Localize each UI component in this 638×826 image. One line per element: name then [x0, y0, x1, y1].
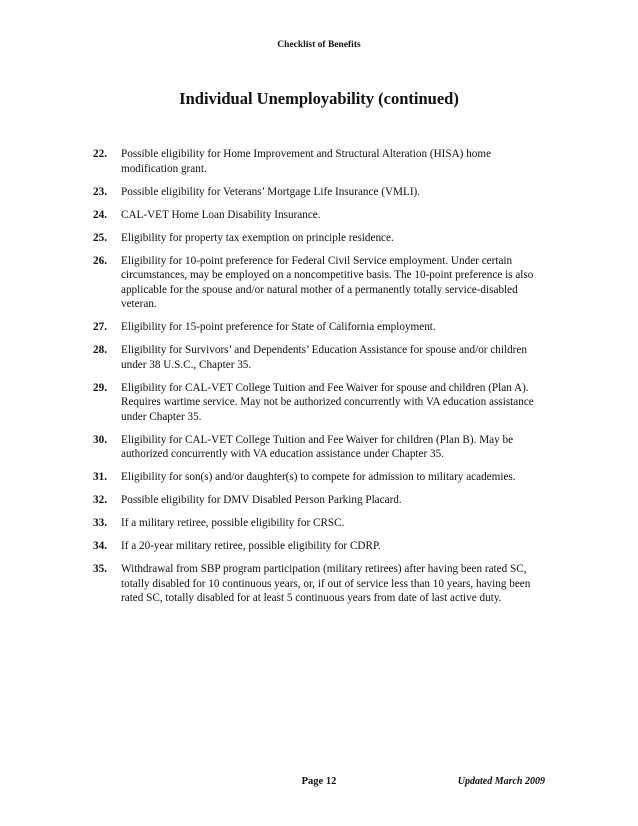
list-item	[93, 185, 545, 200]
item-number: 32.	[93, 494, 107, 506]
item-number: 22.	[93, 148, 107, 160]
item-text: Eligibility for 10-point preference for Federal Civil Service employment. Under certain circumstances, may be employed on a noncompetitive basis. The 10-point preference is also applicable for the spouse and/or natural mother of a permanently totally service-disabled veteran.	[121, 254, 534, 310]
item-number: 24.	[93, 208, 107, 221]
list-item	[93, 433, 545, 462]
item-number: 26.	[93, 254, 107, 267]
item-number: 23.	[93, 185, 107, 198]
item-text: Withdrawal from SBP program participation (military retirees) after having been rated SC, totally disabled for 10 continuous years, or, if out of service less than 10 years, having been rated SC, totally disabled for at least 5 continuous years from date of last active duty.	[121, 563, 531, 604]
list-item	[93, 493, 545, 508]
item-text: CAL-VET Home Loan Disability Insurance.	[121, 208, 321, 221]
list-item	[93, 320, 545, 335]
item-number: 30.	[93, 433, 107, 446]
list-item	[93, 381, 545, 425]
list-item	[93, 562, 545, 606]
running-header: Checklist of Benefits	[277, 40, 361, 50]
list-item	[93, 254, 545, 312]
page-title: Individual Unemployability (continued)	[179, 89, 459, 108]
list-item	[93, 208, 545, 223]
item-text: Eligibility for 15-point preference for State of California employment.	[121, 321, 436, 333]
list-item	[93, 343, 545, 372]
item-number: 35.	[93, 563, 107, 575]
item-text: Eligibility for Survivors’ and Dependents’ Education Assistance for spouse and/or children under 38 U.S.C., Chapter 35.	[121, 344, 527, 371]
benefit-list	[93, 147, 545, 614]
list-item	[93, 470, 545, 485]
item-text: Eligibility for CAL-VET College Tuition and Fee Waiver for children (Plan B). May be authorized concurrently with VA education assistance under Chapter 35.	[121, 433, 514, 460]
list-item	[93, 516, 545, 531]
item-number: 25.	[93, 231, 107, 244]
item-text: If a 20-year military retiree, possible eligibility for CDRP.	[121, 540, 381, 552]
item-text: Eligibility for property tax exemption on principle residence.	[121, 231, 394, 244]
item-text: Possible eligibility for Home Improvement and Structural Alteration (HISA) home modification grant.	[121, 148, 492, 175]
item-number: 33.	[93, 517, 107, 529]
page-number: Page 12	[301, 776, 337, 787]
list-item	[93, 539, 545, 554]
list-item	[93, 231, 545, 246]
item-text: Eligibility for CAL-VET College Tuition and Fee Waiver for spouse and children (Plan A). Requires wartime service. May not be authorized concurrently with VA education assistance under Chapter 35.	[121, 381, 534, 423]
list-item	[93, 147, 545, 176]
updated-date: Updated March 2009	[457, 776, 545, 787]
item-text: Eligibility for son(s) and/or daughter(s) to compete for admission to military academies.	[121, 471, 516, 483]
item-text: If a military retiree, possible eligibility for CRSC.	[121, 517, 345, 529]
item-text: Possible eligibility for Veterans’ Mortgage Life Insurance (VMLI).	[121, 185, 421, 198]
item-number: 31.	[93, 471, 107, 483]
item-number: 27.	[93, 321, 107, 333]
item-number: 28.	[93, 344, 107, 356]
item-number: 34.	[93, 540, 107, 552]
page-footer	[0, 776, 638, 792]
item-number: 29.	[93, 381, 107, 394]
item-text: Possible eligibility for DMV Disabled Person Parking Placard.	[121, 494, 402, 506]
